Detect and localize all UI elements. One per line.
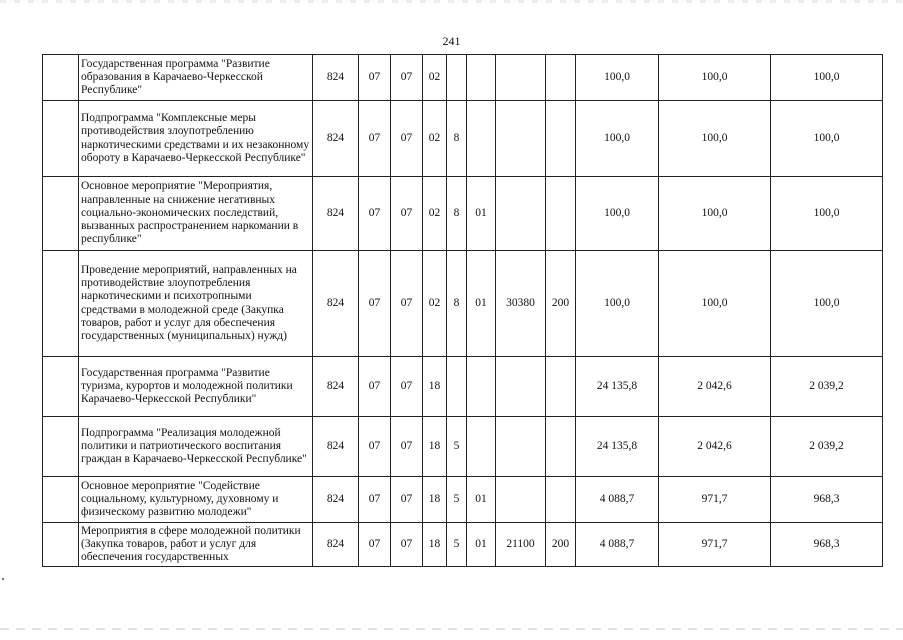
empty-cell — [43, 251, 79, 357]
code-cell: 07 — [359, 251, 391, 357]
code-cell: 824 — [313, 523, 359, 567]
table-row — [43, 477, 883, 523]
code-cell: 07 — [359, 177, 391, 251]
amount-cell: 4 088,7 — [576, 477, 659, 523]
amount-cell: 100,0 — [576, 251, 659, 357]
empty-cell — [43, 101, 79, 177]
empty-cell — [43, 523, 79, 567]
code-cell — [496, 417, 546, 477]
row-name: Основное мероприятие "Мероприятия, направленные на снижение негативных социально-экономических последствий, вызванных распространением наркомании в республике" — [79, 177, 313, 251]
code-cell: 01 — [467, 251, 496, 357]
page-number: 241 — [442, 34, 461, 48]
code-cell: 07 — [391, 177, 423, 251]
amount-cell: 971,7 — [659, 477, 771, 523]
table-row — [43, 177, 883, 251]
empty-cell — [43, 177, 79, 251]
code-cell: 18 — [423, 523, 447, 567]
code-cell: 07 — [359, 55, 391, 101]
amount-cell: 971,7 — [659, 523, 771, 567]
code-cell — [496, 477, 546, 523]
code-cell: 824 — [313, 101, 359, 177]
empty-cell — [43, 477, 79, 523]
amount-cell: 100,0 — [576, 177, 659, 251]
budget-table — [42, 54, 883, 567]
code-cell: 8 — [447, 101, 467, 177]
table-row — [43, 523, 883, 567]
amount-cell: 100,0 — [771, 55, 883, 101]
code-cell — [467, 101, 496, 177]
code-cell: 07 — [391, 251, 423, 357]
row-name: Проведение мероприятий, направленных на противодействие злоупотребления наркотическими и психотропными средствами в молодежной среде (Закупка товаров, работ и услуг для обеспечения государственных (муниципальных) нужд) — [79, 251, 313, 357]
code-cell: 02 — [423, 251, 447, 357]
table-row — [43, 417, 883, 477]
amount-cell: 24 135,8 — [576, 357, 659, 417]
code-cell — [447, 55, 467, 101]
row-name: Подпрограмма "Реализация молодежной политики и патриотического воспитания граждан в Карачаево-Черкесской Республике" — [79, 417, 313, 477]
amount-cell: 100,0 — [576, 55, 659, 101]
amount-cell: 100,0 — [771, 177, 883, 251]
code-cell: 07 — [391, 55, 423, 101]
row-name: Государственная программа "Развитие туризма, курортов и молодежной политики Карачаево-Черкесской Республики" — [79, 357, 313, 417]
table-row — [43, 251, 883, 357]
code-cell: 18 — [423, 417, 447, 477]
scan-top-edge — [0, 0, 903, 3]
row-name: Государственная программа "Развитие образования в Карачаево-Черкесской Республике" — [79, 55, 313, 101]
code-cell: 5 — [447, 417, 467, 477]
code-cell: 02 — [423, 55, 447, 101]
code-cell: 8 — [447, 251, 467, 357]
amount-cell: 2 039,2 — [771, 357, 883, 417]
amount-cell: 100,0 — [659, 55, 771, 101]
amount-cell: 968,3 — [771, 523, 883, 567]
code-cell: 01 — [467, 177, 496, 251]
code-cell: 824 — [313, 55, 359, 101]
table-row — [43, 357, 883, 417]
amount-cell: 100,0 — [659, 177, 771, 251]
code-cell — [546, 55, 576, 101]
code-cell — [467, 357, 496, 417]
code-cell: 01 — [467, 477, 496, 523]
amount-cell: 100,0 — [771, 251, 883, 357]
code-cell: 824 — [313, 357, 359, 417]
empty-cell — [43, 55, 79, 101]
code-cell: 07 — [391, 357, 423, 417]
amount-cell: 968,3 — [771, 477, 883, 523]
code-cell: 02 — [423, 177, 447, 251]
code-cell: 07 — [359, 477, 391, 523]
code-cell — [496, 177, 546, 251]
code-cell: 18 — [423, 357, 447, 417]
code-cell: 30380 — [496, 251, 546, 357]
code-cell: 8 — [447, 177, 467, 251]
code-cell: 07 — [391, 417, 423, 477]
code-cell: 02 — [423, 101, 447, 177]
amount-cell: 100,0 — [659, 101, 771, 177]
code-cell: 824 — [313, 251, 359, 357]
amount-cell: 2 042,6 — [659, 357, 771, 417]
code-cell: 07 — [359, 523, 391, 567]
code-cell: 21100 — [496, 523, 546, 567]
code-cell: 07 — [359, 101, 391, 177]
code-cell: 200 — [546, 251, 576, 357]
code-cell — [546, 101, 576, 177]
code-cell: 5 — [447, 477, 467, 523]
code-cell: 07 — [359, 357, 391, 417]
amount-cell: 24 135,8 — [576, 417, 659, 477]
amount-cell: 2 042,6 — [659, 417, 771, 477]
code-cell: 07 — [391, 101, 423, 177]
amount-cell: 100,0 — [576, 101, 659, 177]
code-cell: 824 — [313, 177, 359, 251]
code-cell — [496, 101, 546, 177]
row-name: Подпрограмма "Комплексные меры противодействия злоупотреблению наркотическими средствами и их незаконному обороту в Карачаево-Черкесской Республике" — [79, 101, 313, 177]
amount-cell: 100,0 — [659, 251, 771, 357]
table-row — [43, 101, 883, 177]
amount-cell: 4 088,7 — [576, 523, 659, 567]
code-cell: 01 — [467, 523, 496, 567]
code-cell: 5 — [447, 523, 467, 567]
code-cell: 07 — [391, 523, 423, 567]
empty-cell — [43, 357, 79, 417]
empty-cell — [43, 417, 79, 477]
amount-cell: 100,0 — [771, 101, 883, 177]
table-row — [43, 55, 883, 101]
code-cell: 18 — [423, 477, 447, 523]
code-cell — [447, 357, 467, 417]
code-cell: 824 — [313, 417, 359, 477]
amount-cell: 2 039,2 — [771, 417, 883, 477]
code-cell — [546, 177, 576, 251]
scan-speck — [2, 578, 4, 580]
code-cell — [467, 417, 496, 477]
row-name: Мероприятия в сфере молодежной политики (Закупка товаров, работ и услуг для обеспечения государственных — [79, 523, 313, 567]
code-cell — [546, 477, 576, 523]
code-cell: 07 — [391, 477, 423, 523]
code-cell — [546, 357, 576, 417]
code-cell: 200 — [546, 523, 576, 567]
scan-bottom-edge — [0, 628, 903, 630]
row-name: Основное мероприятие "Содействие социальному, культурному, духовному и физическому развитию молодежи" — [79, 477, 313, 523]
code-cell — [496, 357, 546, 417]
code-cell: 07 — [359, 417, 391, 477]
code-cell — [467, 55, 496, 101]
code-cell: 824 — [313, 477, 359, 523]
code-cell — [546, 417, 576, 477]
code-cell — [496, 55, 546, 101]
